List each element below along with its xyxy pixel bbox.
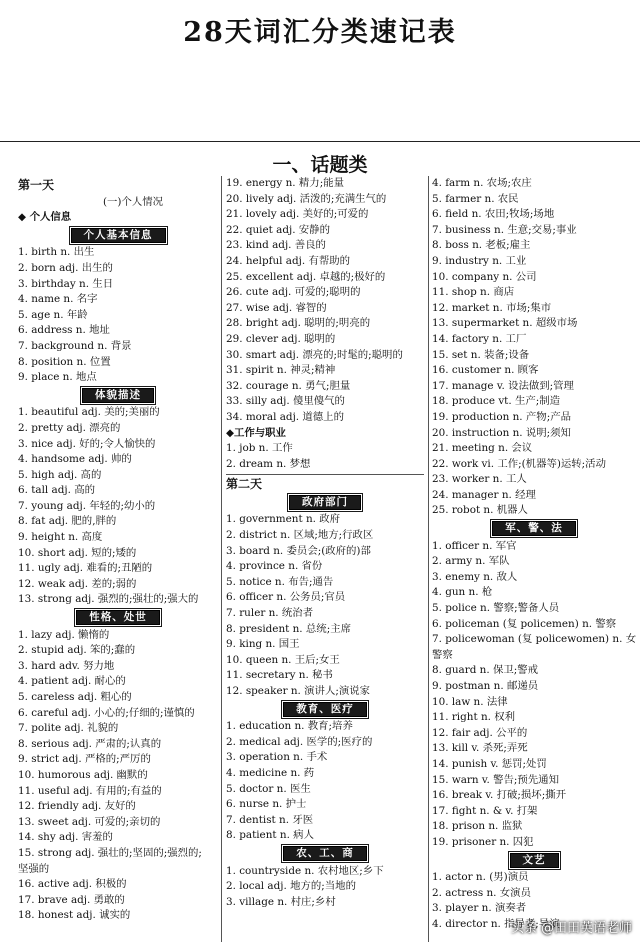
vocab-entry: 12. friendly adj. 友好的 xyxy=(18,800,136,813)
vocab-entry: 22. quiet adj. 安静的 xyxy=(226,223,330,236)
vocab-entry: 29. clever adj. 聪明的 xyxy=(226,332,336,345)
vocab-entry: 2. local adj. 地方的;当地的 xyxy=(226,880,356,893)
vocab-entry: 4. province n. 省份 xyxy=(226,560,323,573)
day-heading: 第二天 xyxy=(226,477,263,492)
vocab-entry: 8. guard n. 保卫;警戒 xyxy=(432,664,539,677)
vocab-entry: 9. postman n. 邮递员 xyxy=(432,680,539,692)
vocab-entry: 13. strong adj. 强烈的;强壮的;强大的 xyxy=(18,593,199,606)
vocab-entry: 23. worker n. 工人 xyxy=(432,473,527,486)
category-header-box xyxy=(226,846,424,862)
vocab-entry: 4. handsome adj. 帅的 xyxy=(18,453,132,466)
watermark: 头条 @田田英语老师 xyxy=(510,921,632,936)
category-header: 政府部门 xyxy=(289,495,361,510)
vocab-entry: 8. patient n. 病人 xyxy=(226,829,314,842)
vocab-entry: 6. careful adj. 小心的;仔细的;谨慎的 xyxy=(18,706,195,719)
vocab-entry: 2. medical adj. 医学的;医疗的 xyxy=(226,735,373,748)
vocab-entry: 11. right n. 权利 xyxy=(432,711,516,724)
vocab-entry: 8. fat adj. 肥的,胖的 xyxy=(18,515,117,528)
vocab-entry: 9. strict adj. 严格的;严厉的 xyxy=(18,753,151,766)
vocab-entry: 11. shop n. 商店 xyxy=(432,286,515,299)
vocab-column-2 xyxy=(226,176,424,910)
vocab-entry: 17. brave adj. 勇敢的 xyxy=(18,893,125,906)
vocab-entry: 8. position n. 位置 xyxy=(18,355,111,368)
vocab-entry: 7. ruler n. 统治者 xyxy=(226,607,314,620)
vocab-entry: 21. meeting n. 会议 xyxy=(432,442,533,455)
vocab-entry: 5. doctor n. 医生 xyxy=(226,782,311,795)
vocab-entry: 6. address n. 地址 xyxy=(18,324,110,337)
vocab-entry: 16. break v. 打破;损坏;撕开 xyxy=(432,789,566,802)
vocab-entry: 27. wise adj. 睿智的 xyxy=(226,301,327,314)
vocab-entry: 10. queen n. 王后;女王 xyxy=(226,653,340,666)
vocab-entry: 2. actress n. 女演员 xyxy=(432,886,531,899)
vocab-entry: 14. punish v. 惩罚;处罚 xyxy=(432,757,547,770)
vocab-entry: 18. produce vt. 生产;制造 xyxy=(432,395,561,408)
vocab-entry: 6. field n. 农田;牧场;场地 xyxy=(432,208,555,221)
vocab-entry: 2. army n. 军队 xyxy=(432,555,510,568)
topic-heading: ◆ 个人信息 xyxy=(18,211,72,224)
vocab-entry: 18. prison n. 监狱 xyxy=(432,820,523,833)
vocab-entry: 6. officer n. 公务员;官员 xyxy=(226,591,346,604)
vocab-entry: 15. set n. 装备;设备 xyxy=(432,348,530,361)
column-divider xyxy=(221,176,222,942)
vocab-entry: 34. moral adj. 道德上的 xyxy=(226,410,344,423)
vocab-entry: 10. short adj. 短的;矮的 xyxy=(18,546,137,559)
vocab-entry: 26. cute adj. 可爱的;聪明的 xyxy=(226,286,361,299)
vocab-entry: 13. sweet adj. 可爱的;亲切的 xyxy=(18,815,161,828)
vocab-entry: 4. farm n. 农场;农庄 xyxy=(432,177,532,189)
vocab-entry: 2. born adj. 出生的 xyxy=(18,261,113,274)
vocab-entry: 1. officer n. 军官 xyxy=(432,539,517,552)
vocab-entry: 8. president n. 总统;主席 xyxy=(226,622,351,635)
vocab-entry: 2. district n. 区域;地方;行政区 xyxy=(226,529,374,542)
category-header: 个人基本信息 xyxy=(71,228,166,243)
vocab-entry: 4. patient adj. 耐心的 xyxy=(18,675,126,688)
vocab-entry: 21. lovely adj. 美好的;可爱的 xyxy=(226,208,369,221)
vocab-entry: 12. weak adj. 差的;弱的 xyxy=(18,577,137,590)
vocab-entry: 25. excellent adj. 卓越的;极好的 xyxy=(226,270,386,283)
vocab-entry: 16. customer n. 顾客 xyxy=(432,364,539,377)
vocab-entry: 19. energy n. 精力;能量 xyxy=(226,177,344,189)
vocab-entry: 7. polite adj. 礼貌的 xyxy=(18,722,119,735)
topic-heading: ◆工作与职业 xyxy=(226,426,286,439)
vocab-entry: 17. fight n. & v. 打架 xyxy=(432,804,538,817)
vocab-entry: 28. bright adj. 聪明的;明亮的 xyxy=(226,317,371,330)
vocab-entry: 24. manager n. 经理 xyxy=(432,488,536,501)
category-header-box xyxy=(226,495,424,511)
vocab-entry: 7. background n. 背景 xyxy=(18,339,132,352)
vocab-entry: 3. operation n. 手术 xyxy=(226,751,328,764)
vocab-entry: 3. hard adv. 努力地 xyxy=(18,659,115,672)
subsection-heading: (一)个人情况 xyxy=(102,195,164,208)
category-header-box xyxy=(226,702,424,718)
vocab-entry: 11. ugly adj. 难看的;丑陋的 xyxy=(18,562,153,575)
vocab-entry: 9. place n. 地点 xyxy=(18,371,97,384)
vocab-entry: 22. work vi. 工作;(机器等)运转;活动 xyxy=(432,457,606,470)
category-header-box xyxy=(18,228,218,244)
category-header: 农、工、商 xyxy=(283,846,367,861)
vocab-entry: 23. kind adj. 善良的 xyxy=(226,239,326,252)
vocab-entry: 7. business n. 生意;交易;事业 xyxy=(432,223,577,236)
vocab-entry: 11. secretary n. 秘书 xyxy=(226,669,333,682)
vocab-column-3 xyxy=(432,176,636,933)
vocab-entry: 4. director n. 指导者;导演 xyxy=(432,917,560,930)
vocab-entry: 1. job n. 工作 xyxy=(226,442,293,455)
vocab-entry: 3. enemy n. 敌人 xyxy=(432,570,518,583)
vocab-entry: 1. birth n. 出生 xyxy=(18,246,95,259)
category-header-box xyxy=(432,521,636,537)
vocab-entry: 3. birthday n. 生日 xyxy=(18,277,114,290)
vocab-entry: 1. beautiful adj. 美的;美丽的 xyxy=(18,406,160,419)
vocab-entry: 1. government n. 政府 xyxy=(226,513,341,526)
vocab-entry: 9. industry n. 工业 xyxy=(432,254,527,267)
page-title: 28天词汇分类速记表 xyxy=(183,17,457,48)
vocab-entry: 警察 xyxy=(432,648,453,661)
vocab-entry: 5. careless adj. 粗心的 xyxy=(18,691,132,703)
vocab-entry: 7. policewoman (复 policewomen) n. 女 xyxy=(432,633,637,646)
category-header-box xyxy=(432,853,636,869)
vocab-entry: 12. fair adj. 公平的 xyxy=(432,726,528,739)
vocab-entry: 25. robot n. 机器人 xyxy=(432,504,528,517)
vocab-entry: 2. stupid adj. 笨的;蠢的 xyxy=(18,644,136,657)
vocab-entry: 8. serious adj. 严肃的;认真的 xyxy=(18,737,162,750)
vocab-entry: 24. helpful adj. 有帮助的 xyxy=(226,254,351,267)
vocab-entry: 4. name n. 名字 xyxy=(18,293,98,306)
day-heading: 第一天 xyxy=(18,178,55,192)
day-divider xyxy=(226,474,424,475)
vocab-entry: 10. company n. 公司 xyxy=(432,270,537,283)
vocab-entry: 5. high adj. 高的 xyxy=(18,468,102,481)
vocab-entry: 3. village n. 村庄;乡村 xyxy=(226,895,336,908)
vocab-entry: 4. medicine n. 药 xyxy=(226,766,315,779)
vocab-entry: 9. king n. 国王 xyxy=(226,638,300,651)
vocab-entry: 10. humorous adj. 幽默的 xyxy=(18,768,148,781)
vocab-entry: 1. countryside n. 农村地区;乡下 xyxy=(226,864,384,877)
category-header: 军、警、法 xyxy=(492,521,576,536)
category-header-box xyxy=(18,388,218,404)
vocab-entry: 坚强的 xyxy=(18,862,50,875)
vocab-entry: 3. player n. 演奏者 xyxy=(432,902,527,915)
vocab-entry: 31. spirit n. 神灵;精神 xyxy=(226,364,336,377)
title-divider xyxy=(0,141,640,142)
vocab-entry: 7. dentist n. 牙医 xyxy=(226,813,314,826)
vocab-entry: 15. strong adj. 强壮的;坚固的;强烈的; xyxy=(18,846,202,859)
vocab-entry: 14. factory n. 工厂 xyxy=(432,332,527,345)
category-header-box xyxy=(18,610,218,626)
vocab-entry: 5. police n. 警察;警备人员 xyxy=(432,602,560,615)
vocab-entry: 5. age n. 年龄 xyxy=(18,308,88,321)
category-header: 教育、医疗 xyxy=(283,702,367,717)
vocab-entry: 33. silly adj. 傻里傻气的 xyxy=(226,395,345,408)
vocab-entry: 6. policeman (复 policemen) n. 警察 xyxy=(432,617,617,630)
category-header: 体貌描述 xyxy=(82,388,154,403)
vocab-column-1 xyxy=(18,176,218,924)
vocab-entry: 11. useful adj. 有用的;有益的 xyxy=(18,784,162,797)
vocab-entry: 32. courage n. 勇气;胆量 xyxy=(226,379,351,392)
vocab-entry: 19. prisoner n. 囚犯 xyxy=(432,835,534,848)
vocab-entry: 15. warn v. 警告;预先通知 xyxy=(432,773,559,786)
vocab-entry: 16. active adj. 积极的 xyxy=(18,878,127,891)
vocab-entry: 6. tall adj. 高的 xyxy=(18,484,95,497)
vocab-entry: 4. gun n. 枪 xyxy=(432,586,493,599)
vocab-entry: 19. production n. 产物;产品 xyxy=(432,410,571,423)
category-header: 性格、处世 xyxy=(76,610,160,625)
vocab-entry: 17. manage v. 设法做到;管理 xyxy=(432,379,574,392)
vocab-entry: 5. farmer n. 农民 xyxy=(432,192,519,205)
vocab-entry: 20. lively adj. 活泼的;充满生气的 xyxy=(226,192,387,205)
category-header: 文艺 xyxy=(510,853,559,868)
vocab-entry: 30. smart adj. 漂亮的;时髦的;聪明的 xyxy=(226,348,403,361)
vocab-entry: 14. shy adj. 害羞的 xyxy=(18,831,113,844)
vocab-entry: 12. speaker n. 演讲人;演说家 xyxy=(226,685,371,697)
vocab-entry: 18. honest adj. 诚实的 xyxy=(18,909,131,922)
vocab-entry: 20. instruction n. 说明;须知 xyxy=(432,426,571,439)
vocab-entry: 1. actor n. (男)演员 xyxy=(432,871,529,884)
vocab-entry: 3. nice adj. 好的;令人愉快的 xyxy=(18,437,156,450)
column-divider xyxy=(428,176,429,942)
vocab-entry: 10. law n. 法律 xyxy=(432,695,508,708)
vocab-entry: 1. education n. 教育;培养 xyxy=(226,720,353,733)
vocab-entry: 12. market n. 市场;集市 xyxy=(432,301,552,314)
vocab-entry: 2. dream n. 梦想 xyxy=(226,457,311,470)
vocab-entry: 2. pretty adj. 漂亮的 xyxy=(18,421,121,434)
section-heading: 一、话题类 xyxy=(272,154,368,176)
vocab-entry: 5. notice n. 布告;通告 xyxy=(226,575,334,588)
vocab-entry: 13. supermarket n. 超级市场 xyxy=(432,317,578,330)
vocab-entry: 6. nurse n. 护士 xyxy=(226,798,307,811)
vocab-entry: 7. young adj. 年轻的;幼小的 xyxy=(18,499,156,512)
vocab-entry: 13. kill v. 杀死;弄死 xyxy=(432,742,528,755)
vocab-entry: 1. lazy adj. 懒惰的 xyxy=(18,628,110,641)
vocab-entry: 8. boss n. 老板;雇主 xyxy=(432,239,531,252)
vocab-entry: 3. board n. 委员会;(政府的)部 xyxy=(226,544,371,557)
vocab-entry: 9. height n. 高度 xyxy=(18,531,103,544)
